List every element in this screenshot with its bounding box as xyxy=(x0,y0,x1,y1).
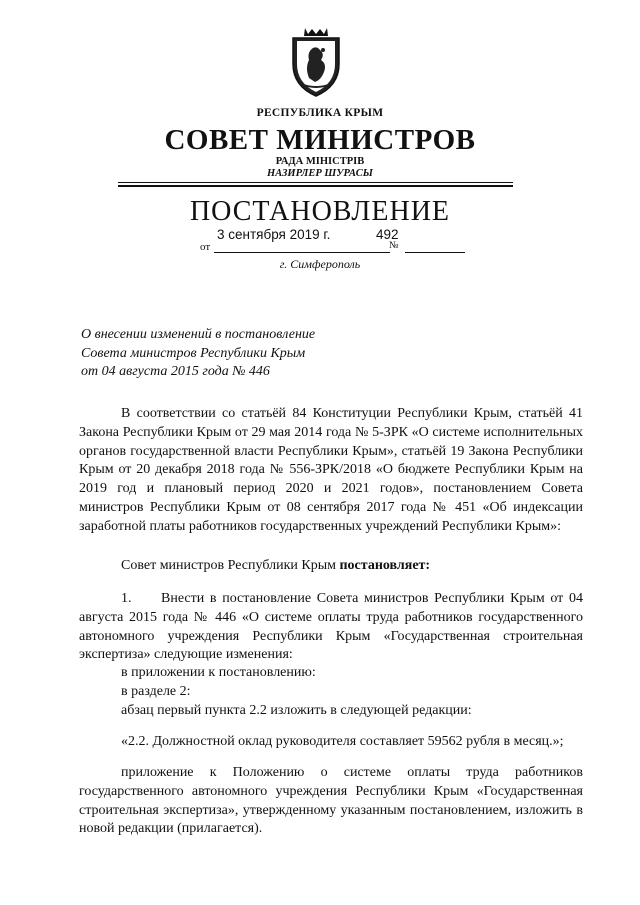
council-heading: СОВЕТ МИНИСТРОВ xyxy=(164,124,476,156)
date-underline xyxy=(214,252,390,253)
resolves-keyword: постановляет: xyxy=(339,558,431,573)
decree-number: 492 xyxy=(376,227,399,242)
number-underline xyxy=(405,252,465,253)
header-divider-thick xyxy=(118,185,513,187)
quoted-amendment: «2.2. Должностной оклад руководителя составляет 59562 рубля в месяц.»; xyxy=(121,734,564,749)
council-heading-ua: РАДА МІНІСТРІВ xyxy=(275,156,365,167)
decree-subject xyxy=(81,326,441,382)
decree-date: 3 сентября 2019 г. xyxy=(217,227,331,242)
republic-heading: РЕСПУБЛИКА КРЫМ xyxy=(256,107,384,119)
number-label: № xyxy=(389,240,399,251)
item-1-paragraph xyxy=(79,590,583,665)
header-divider-thin xyxy=(118,182,513,183)
paragraph-line: абзац первый пункта 2.2 изложить в следующей редакции: xyxy=(121,703,472,718)
subject-line: Совета министров Республики Крым xyxy=(81,345,306,361)
subject-line: О внесении изменений в постановление xyxy=(81,327,316,342)
annex-paragraph: приложение к Положению о системе оплаты труда работников государственного автономного учреждения Республики Крым «Государственная строительная экспертиза», утвержденному указанным постановлением, изложить в новой редакции (прилагается). xyxy=(79,765,583,837)
item-number: 1. xyxy=(121,591,132,606)
appendix-line: в приложении к постановлению: xyxy=(121,665,316,680)
preamble-paragraph: В соответствии со статьёй 84 Конституции Республики Крым, статьёй 41 Закона Республики Крым от 29 мая 2014 года № 5-ЗРК «О системе исполнительных органов государственной власти Республики Крым», статьёй 19 Закона Республики Крым от 20 декабря 2018 года № 556-ЗРК/2018 «О бюджете Республики Крым на 2019 год и плановый период 2020 и 2021 годов», постановлением Совета министров Республики Крым от 08 сентября 2017 года № 451 «Об индексации заработной платы работников государственных учреждений Республики Крым»: xyxy=(79,406,583,534)
section-line: в разделе 2: xyxy=(121,684,191,699)
resolves-text: Совет министров Республики Крым xyxy=(121,558,340,573)
resolves-paragraph xyxy=(121,557,581,576)
subject-line: от 04 августа 2015 года № 446 xyxy=(81,364,270,379)
item-1-text: Внести в постановление Совета министров Республики Крым от 04 августа 2015 года № 446 «О системе оплаты труда работников государственного автономного учреждения Республики Крым «Государственная строительная экспертиза» следующие изменения: xyxy=(79,591,583,663)
date-label: от xyxy=(200,241,211,253)
council-heading-crh: НАЗИРЛЕР ШУРАСЫ xyxy=(267,168,373,179)
decree-title: ПОСТАНОВЛЕНИЕ xyxy=(189,196,451,227)
coat-of-arms-icon xyxy=(287,24,345,100)
city: г. Симферополь xyxy=(279,257,361,271)
